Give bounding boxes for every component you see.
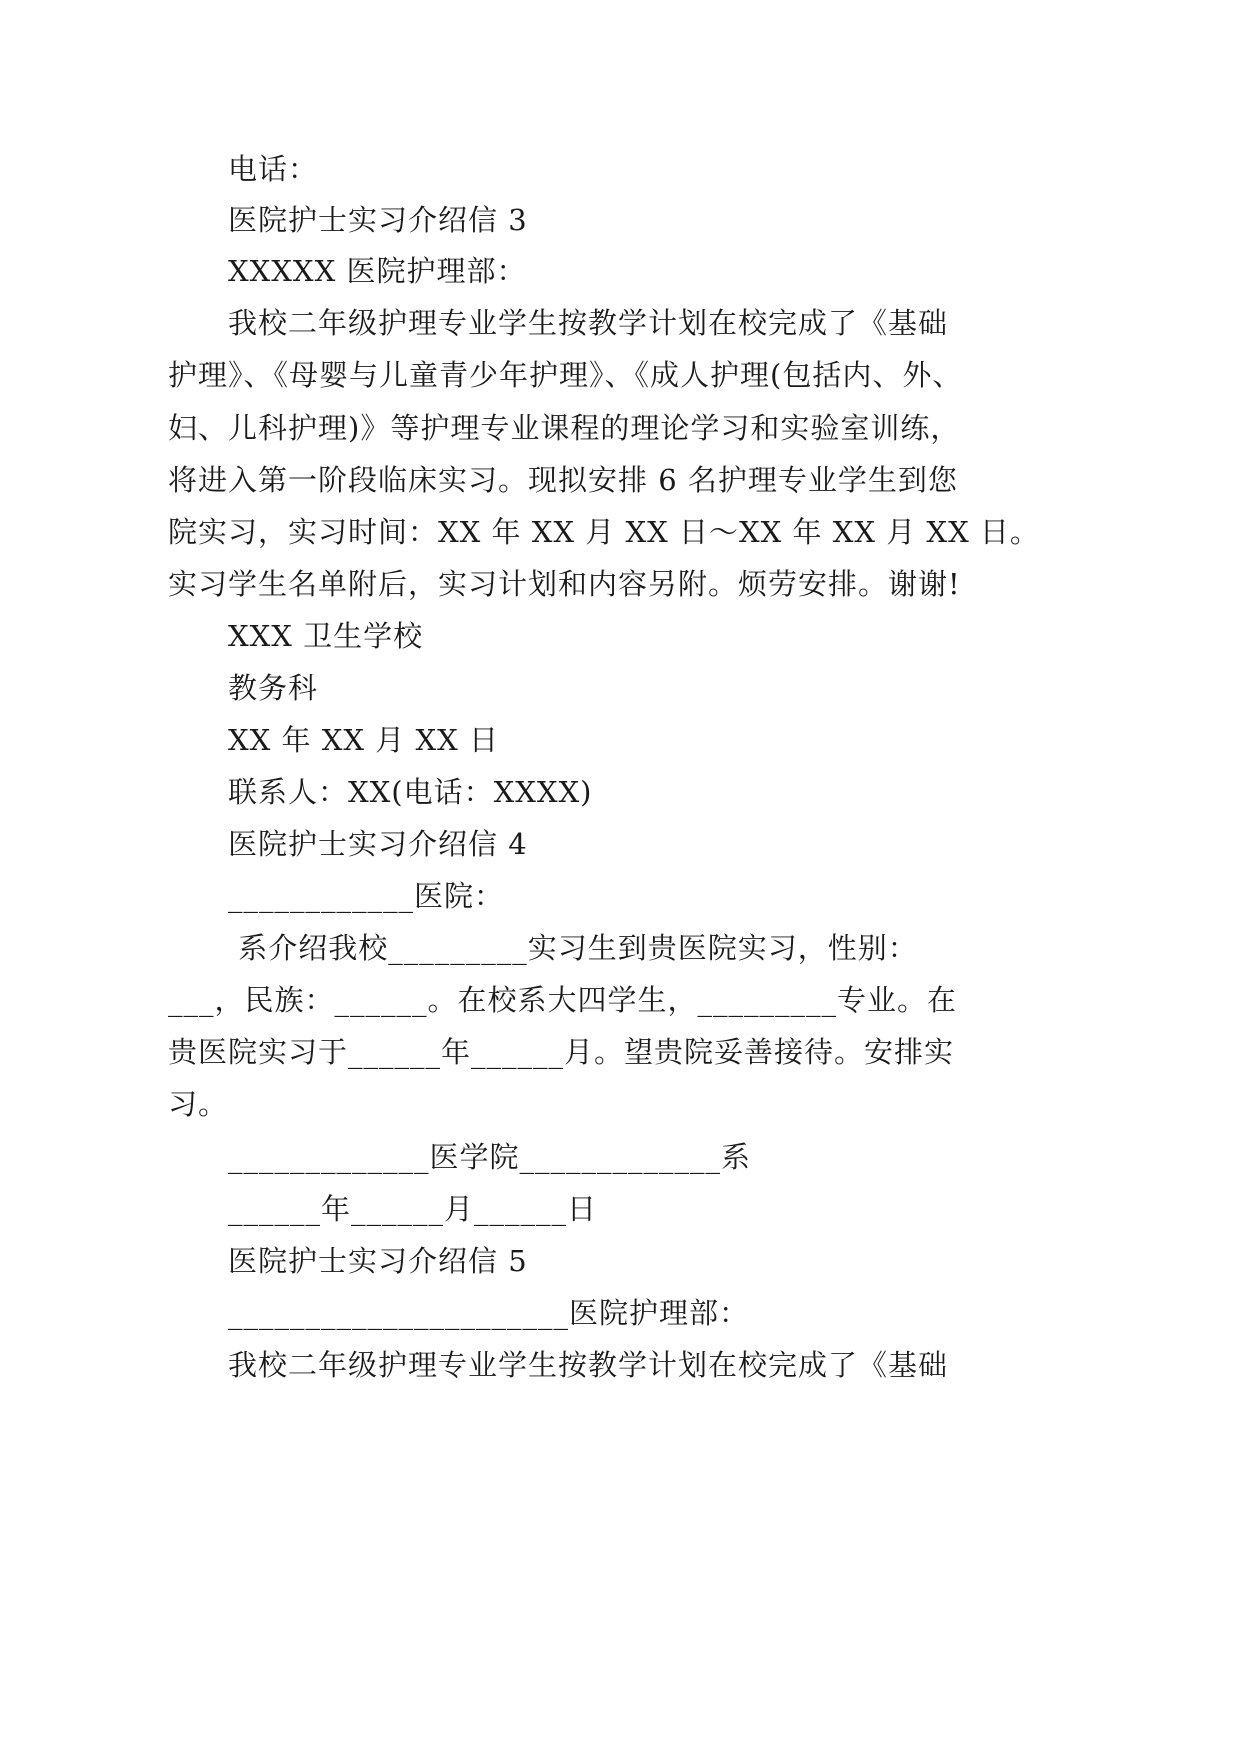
contact-line: 联系人：XX(电话：XXXX): [228, 775, 593, 809]
recipient-5: ______________________医院护理部：: [228, 1296, 750, 1330]
recipient-3: XXXXX 医院护理部：: [228, 254, 527, 288]
body-line: 系介绍我校_________实习生到贵医院实习，性别：: [228, 931, 918, 965]
body-line: 院实习，实习时间：XX 年 XX 月 XX 日～XX 年 XX 月 XX 日。: [168, 515, 1040, 549]
body-line: 实习学生名单附后，实习计划和内容另附。烦劳安排。谢谢!: [168, 567, 961, 601]
date-blank: ______年______月______日: [228, 1192, 598, 1226]
body-line: ___，民族：______。在校系大四学生，_________专业。在: [168, 983, 958, 1017]
body-line: 护理》、《母婴与儿童青少年护理》、《成人护理(包括内、外、: [168, 358, 963, 392]
signature-blank: _____________医学院_____________系: [228, 1140, 752, 1174]
letter-heading-3: 医院护士实习介绍信 3: [228, 203, 528, 237]
body-line: 我校二年级护理专业学生按教学计划在校完成了《基础: [228, 306, 949, 340]
body-line: 妇、儿科护理)》等护理专业课程的理论学习和实验室训练，: [168, 411, 961, 445]
body-line: 习。: [168, 1087, 229, 1121]
letter-date: XX 年 XX 月 XX 日: [228, 723, 499, 757]
body-line: 我校二年级护理专业学生按教学计划在校完成了《基础: [228, 1348, 949, 1382]
letter-heading-4: 医院护士实习介绍信 4: [228, 827, 528, 861]
phone-label: 电话：: [228, 152, 319, 186]
recipient-4: ____________医院：: [228, 879, 505, 913]
body-line: 将进入第一阶段临床实习。现拟安排 6 名护理专业学生到您: [168, 463, 958, 497]
body-line: 贵医院实习于______年______月。望贵院妥善接待。安排实: [168, 1035, 955, 1069]
letter-heading-5: 医院护士实习介绍信 5: [228, 1244, 528, 1278]
sender-department: 教务科: [228, 671, 319, 705]
sender-school: XXX 卫生学校: [228, 619, 424, 653]
